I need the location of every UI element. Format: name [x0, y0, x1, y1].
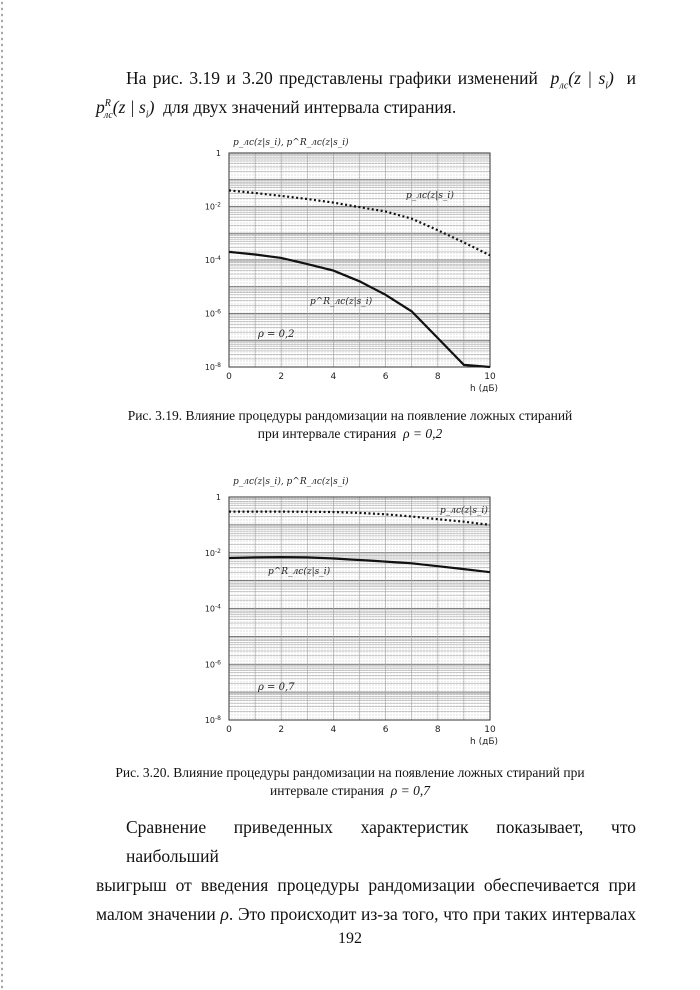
y-tick-label: $10^{-4}$: [204, 255, 221, 265]
caption-2-line-1: Рис. 3.20. Влияние процедуры рандомизации на появление ложных стираний при: [115, 765, 585, 780]
x-tick-label: 2: [278, 725, 285, 735]
x-tick-label: 10: [484, 725, 496, 735]
rho-annotation: ρ = 0,7: [258, 682, 295, 693]
y-tick-label: $10^{-6}$: [204, 308, 221, 319]
x-tick-label: 4: [330, 725, 337, 735]
x-tick-label: 0: [226, 725, 232, 735]
figure-3-19-caption: [60, 407, 640, 443]
conclusion-line-2: выигрыш от введения процедуры рандомизации обеспечивается при: [96, 875, 636, 895]
y-tick-label: $10^{-8}$: [204, 715, 221, 725]
intro-text-1: На рис. 3.19 и 3.20 представлены графики изменений: [126, 68, 538, 88]
x-axis-label: h (дБ): [470, 384, 498, 394]
rho-annotation: ρ = 0,2: [258, 329, 295, 340]
x-tick-label: 6: [382, 372, 389, 382]
x-tick-label: 4: [330, 372, 337, 382]
chart-1: [205, 137, 498, 394]
y-tick-label: 1: [215, 149, 221, 158]
x-axis-label: h (дБ): [470, 737, 498, 747]
legend-pR: p^R_лс(z|s_i): [268, 567, 331, 577]
y-tick-label: 1: [215, 493, 221, 502]
y-tick-label: $10^{-2}$: [204, 547, 221, 558]
figure-3-20-caption: [60, 764, 640, 800]
x-tick-label: 10: [484, 372, 496, 382]
x-tick-label: 2: [278, 372, 285, 382]
y-tick-label: $10^{-4}$: [204, 603, 221, 614]
y-axis-label: p_лс(z|s_i), p^R_лс(z|s_i): [233, 138, 349, 148]
caption-1-line-1: Рис. 3.19. Влияние процедуры рандомизации на появление ложных стираний: [127, 408, 573, 423]
conclusion-paragraph: [96, 813, 636, 929]
legend-p: p_лс(z|s_i): [440, 506, 488, 516]
caption-1-line-2: при интервале стирания ρ = 0,2: [257, 426, 443, 441]
formula-pR-ls: $p^R_{лс}(z$ | $s_i$): [96, 97, 155, 121]
x-tick-label: 8: [434, 725, 441, 735]
y-tick-label: $10^{-8}$: [204, 362, 221, 372]
page-number: 192: [338, 930, 362, 947]
caption-2-line-2: интервале стирания ρ = 0,7: [270, 783, 430, 798]
formula-p-ls: $p_{лс}(z$ | $s_i$): [550, 68, 614, 92]
y-axis-label: p_лс(z|s_i), p^R_лс(z|s_i): [233, 477, 349, 487]
x-tick-label: 0: [226, 372, 232, 382]
legend-pR: p^R_лс(z|s_i): [310, 297, 373, 307]
intro-text-and: и: [626, 68, 636, 88]
intro-text-2: для двух значений интервала стирания.: [163, 97, 457, 117]
conclusion-line-1: Сравнение приведенных характеристик показывает, что наибольший: [126, 817, 636, 866]
x-tick-label: 8: [434, 372, 441, 382]
chart-2: [205, 476, 498, 747]
legend-p: p_лс(z|s_i): [406, 191, 454, 201]
x-tick-label: 6: [382, 725, 389, 735]
conclusion-line-3: малом значении ρ. Это происходит из-за того, что при таких интервалах: [96, 904, 637, 924]
y-tick-label: $10^{-2}$: [204, 201, 221, 212]
y-tick-label: $10^{-6}$: [204, 659, 221, 670]
